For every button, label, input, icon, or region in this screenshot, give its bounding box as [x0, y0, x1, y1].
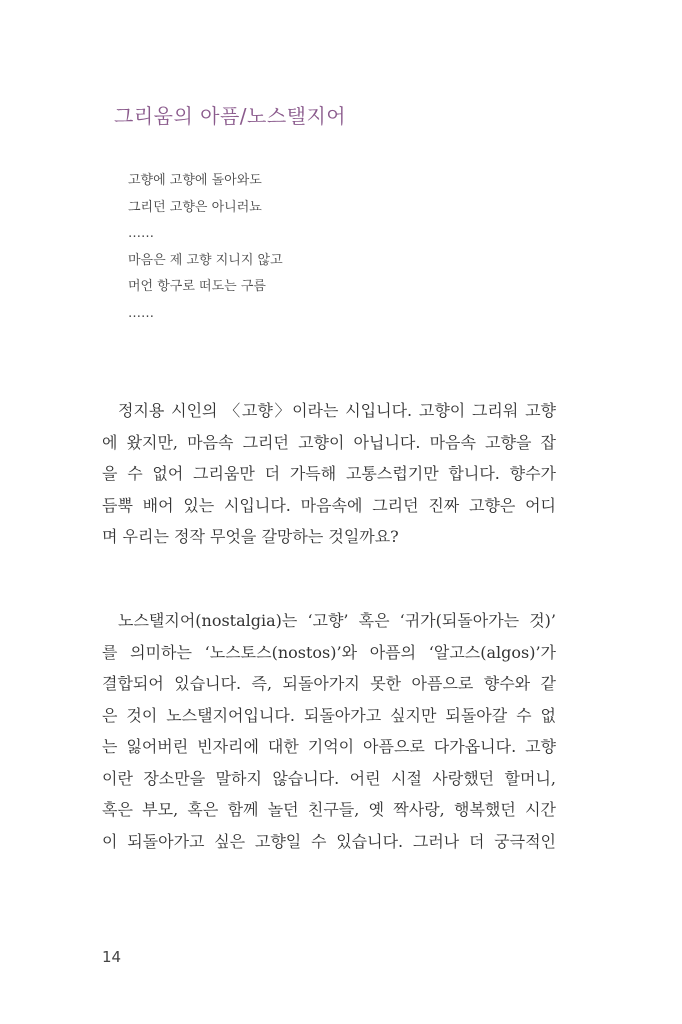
poem-ellipsis: ……: [128, 305, 154, 321]
text-line: 는 잃어버린 빈자리에 대한 기억이 아픔으로 다가옵니다. 고향: [102, 737, 556, 756]
text-line: 이 되돌아가고 싶은 고향일 수 있습니다. 그러나 더 궁극적인: [102, 831, 556, 851]
poem-line: 머언 항구로 떠도는 구름: [128, 279, 266, 294]
text-line: 며 우리는 정작 무엇을 갈망하는 것일까요?: [102, 527, 399, 546]
body-paragraph-1: [102, 395, 556, 553]
text-line: 혹은 부모, 혹은 함께 놀던 친구들, 옛 짝사랑, 행복했던 시간: [102, 800, 556, 819]
body-paragraph-2: [102, 605, 556, 857]
poem-line: 마음은 제 고향 지니지 않고: [128, 252, 283, 268]
text-line: 이란 장소만을 말하지 않습니다. 어린 시절 사랑했던 할머니,: [102, 768, 556, 788]
text-line: 에 왔지만, 마음속 그리던 고향이 아닙니다. 마음속 고향을 잡: [102, 432, 556, 452]
text-line: 결합되어 있습니다. 즉, 되돌아가지 못한 아픔으로 향수와 같: [102, 674, 556, 693]
text-line: 노스탤지어(nostalgia)는 ‘고향’ 혹은 ‘귀가(되돌아가는 것)’: [118, 611, 556, 630]
poem-quote: [128, 168, 283, 327]
text-line: 를 의미하는 ‘노스토스(nostos)’와 아픔의 ‘알고스(algos)’가: [102, 642, 556, 662]
section-heading: 그리움의 아픔/노스탤지어: [114, 104, 347, 128]
text-line: 을 수 없어 그리움만 더 가득해 고통스럽기만 합니다. 향수가: [102, 464, 556, 483]
page-number: 14: [102, 948, 122, 966]
poem-line: 고향에 고향에 돌아와도: [128, 173, 262, 188]
poem-ellipsis: ……: [128, 226, 154, 241]
text-line: 은 것이 노스탤지어입니다. 되돌아가고 싶지만 되돌아갈 수 없: [102, 705, 556, 725]
text-line: 정지용 시인의 〈고향〉이라는 시입니다. 고향이 그리워 고향: [118, 401, 556, 420]
poem-line: 그리던 고향은 아니러뇨: [128, 199, 262, 215]
text-line: 듬뿍 배어 있는 시입니다. 마음속에 그리던 진짜 고향은 어디: [102, 495, 556, 515]
